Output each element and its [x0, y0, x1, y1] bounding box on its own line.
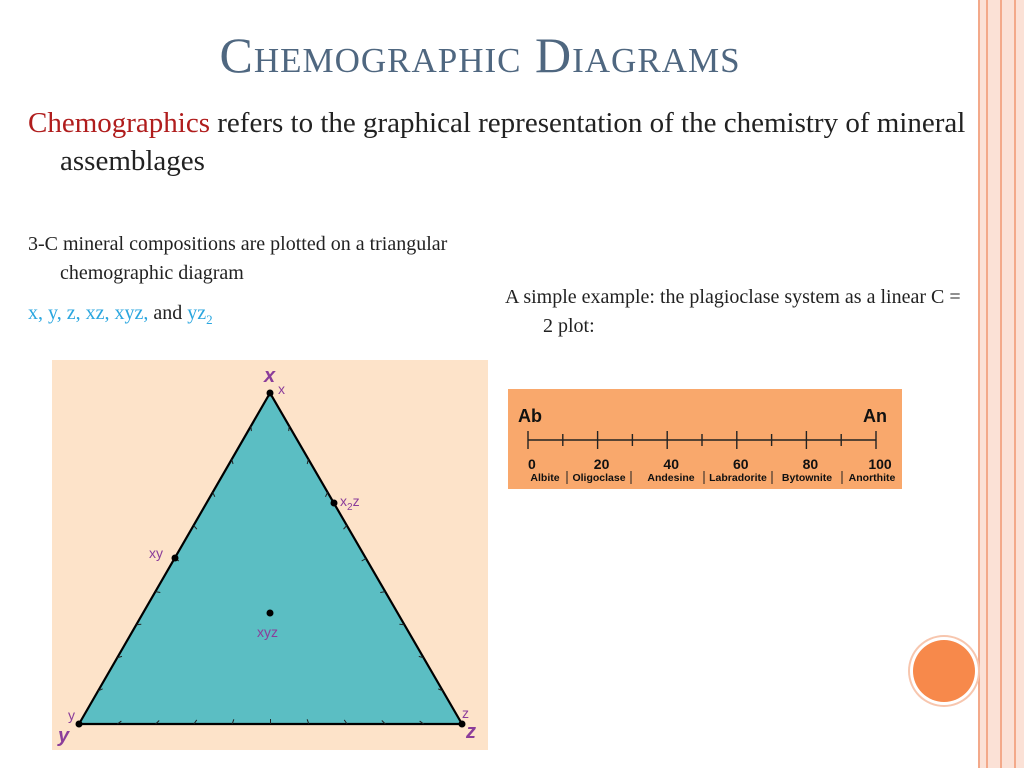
slide-title: Chemographic Diagrams	[219, 27, 741, 83]
point-xy-label: xy	[149, 545, 163, 561]
vertex-x-label: x	[264, 365, 276, 387]
plagioclase-mineral-name: Andesine	[647, 472, 695, 484]
composition-list-colored: x, y, z, xz, xyz,	[28, 302, 149, 324]
plagioclase-tick-label: 0	[528, 456, 536, 472]
plagioclase-mineral-name: Anorthite	[848, 472, 896, 484]
point-y-dot	[76, 721, 83, 728]
plagioclase-mineral-name: Bytownite	[781, 472, 833, 484]
plagioclase-right-end: An	[863, 406, 887, 426]
triangle-tick	[251, 426, 252, 431]
plagioclase-left-end: Ab	[518, 406, 542, 426]
intro-term: Chemographics	[28, 107, 211, 139]
point-xy-dot	[172, 555, 179, 562]
triangular-chemographic-diagram	[52, 360, 488, 750]
vertex-z-label: z	[466, 721, 476, 743]
plagioclase-mineral-name: Oligoclase	[572, 472, 626, 484]
composition-list	[28, 302, 213, 328]
point-y-label: y	[68, 707, 75, 723]
composition-list-last: $yz_2$	[187, 302, 213, 327]
plagioclase-tick-label: 60	[733, 456, 749, 472]
plagioclase-mineral-name: Labradorite	[709, 472, 767, 484]
plagioclase-mineral-name: Albite	[530, 472, 560, 484]
composition-list-and: and	[148, 302, 188, 324]
plagioclase-tick-label: 20	[593, 456, 610, 472]
triangle-tick	[289, 426, 290, 431]
vertex-y-label: y	[58, 725, 70, 747]
decorative-circle	[913, 640, 975, 702]
intro-paragraph	[28, 104, 1010, 180]
point-z-label: z	[462, 705, 469, 721]
point-z-dot	[459, 721, 466, 728]
plagioclase-tick-label: 80	[802, 456, 819, 472]
point-x-dot	[267, 390, 274, 397]
plagioclase-linear-plot	[508, 389, 902, 489]
point-x2z-label: $x_2z$	[340, 493, 360, 513]
point-x-label: x	[278, 381, 285, 397]
point-x2z-dot	[331, 500, 338, 507]
point-xyz-label: xyz	[257, 624, 278, 640]
plagioclase-tick-label: 40	[663, 456, 679, 472]
example-description: A simple example: the plagioclase system as a linear C = 2 plot:	[505, 286, 961, 337]
intro-definition: refers to the graphical representation of the chemistry of mineral assemblages	[60, 107, 966, 177]
plagioclase-tick-label: 100	[868, 456, 892, 472]
plotting-description: 3-C mineral compositions are plotted on a triangular chemographic diagram	[28, 233, 448, 284]
point-xyz-dot	[267, 610, 274, 617]
